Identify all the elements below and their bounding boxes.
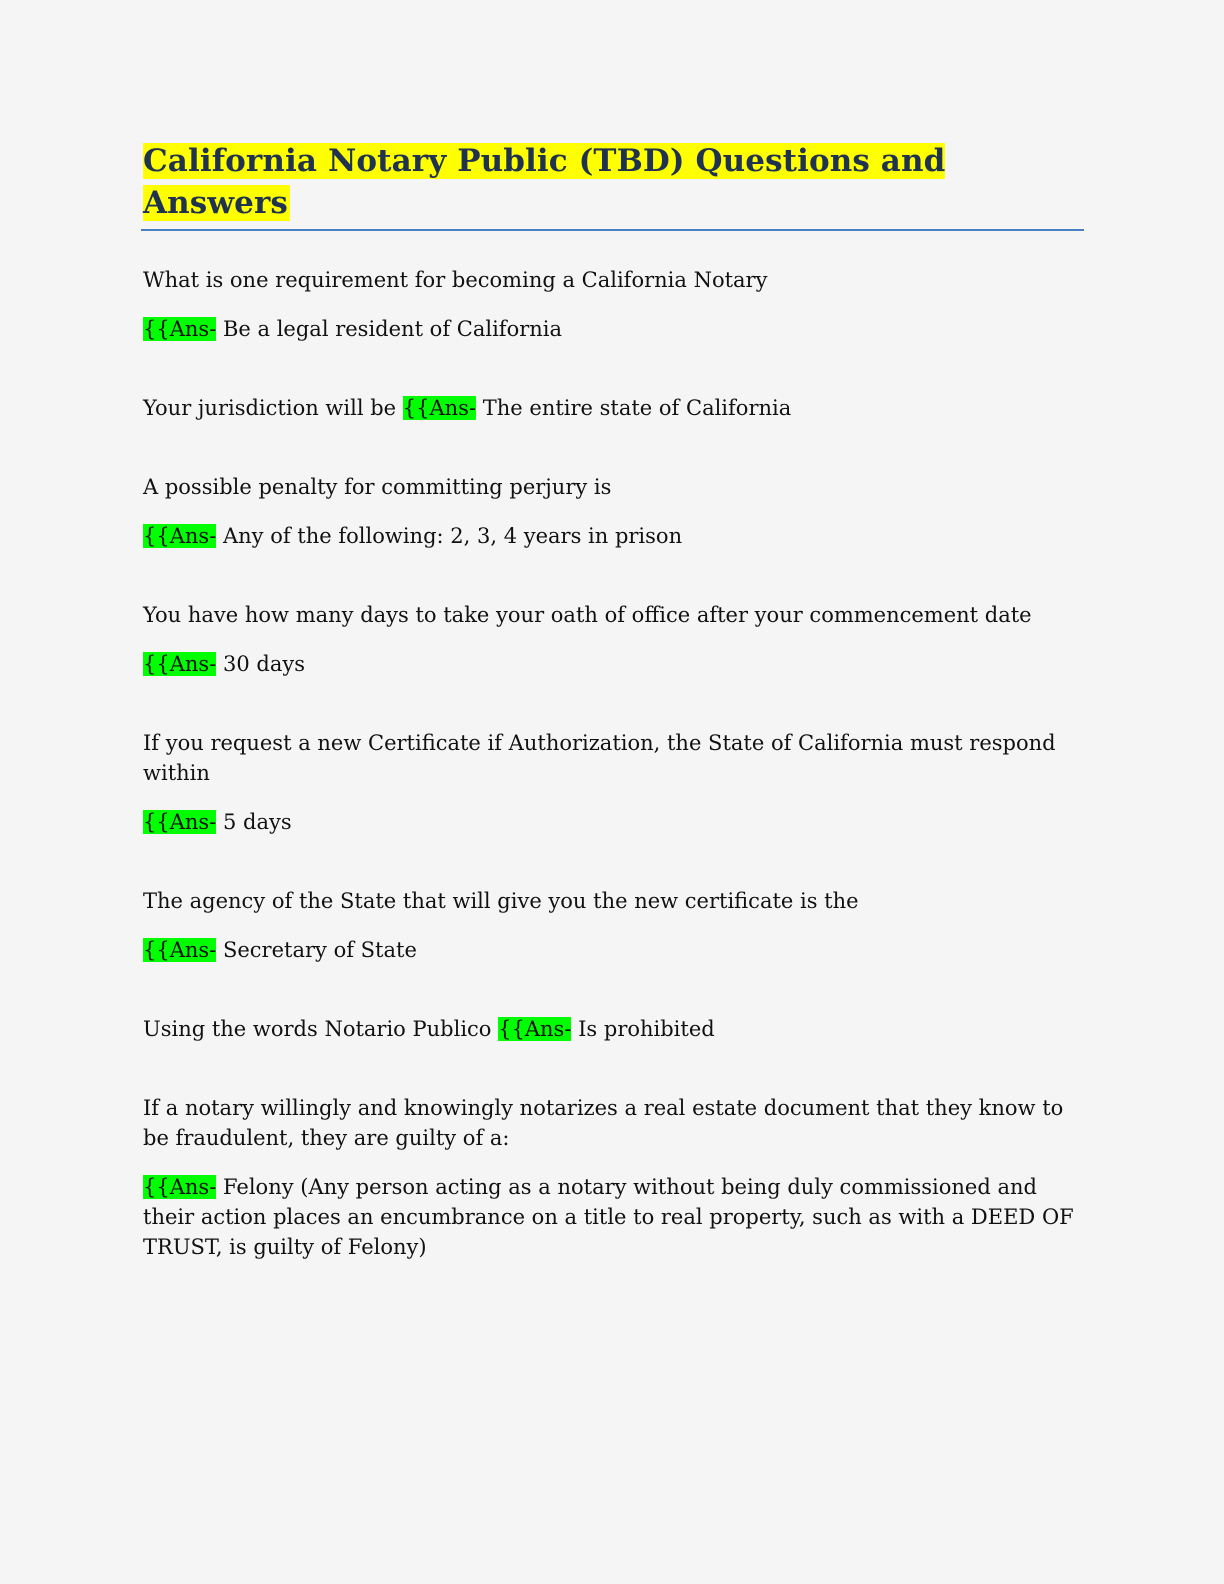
answer-marker: {{Ans- (498, 1017, 572, 1041)
answer-line (143, 1172, 1083, 1262)
answer-text: Any of the following: 2, 3, 4 years in prison (222, 524, 683, 548)
answer-text: Is prohibited (578, 1017, 715, 1041)
question-text: What is one requirement for becoming a California Notary (143, 268, 768, 292)
question-text: Using the words Notario Publico (143, 1017, 492, 1041)
answer-line (143, 807, 1083, 837)
answer-text: 30 days (222, 652, 305, 676)
answer-line (143, 649, 1083, 679)
question-text: A possible penalty for committing perjury is (143, 475, 612, 499)
answer-line (143, 521, 1083, 551)
document-page (143, 140, 1083, 1311)
answer-text: The entire state of California (482, 396, 792, 420)
question-text: You have how many days to take your oath of office after your commencement date (143, 603, 1032, 627)
answer-marker: {{Ans- (143, 810, 217, 834)
answer-line (143, 314, 1083, 344)
answer-marker: {{Ans- (143, 524, 217, 548)
answer-marker: {{Ans- (143, 652, 217, 676)
answer-marker: {{Ans- (402, 396, 477, 420)
answer-text: 5 days (222, 810, 292, 834)
qa-item (143, 1093, 1083, 1262)
answer-marker: {{Ans- (143, 317, 217, 341)
answer-text: Be a legal resident of California (222, 317, 563, 341)
qa-item (143, 728, 1083, 837)
qa-item (143, 600, 1083, 679)
title-block (141, 140, 1084, 231)
qa-item (143, 1014, 1083, 1044)
page-title: California Notary Public (TBD) Questions and Answers (143, 143, 946, 221)
qa-item (143, 265, 1083, 344)
question-text: If a notary willingly and knowingly notarizes a real estate document that they know to be fraudulent, they are guilty of a: (143, 1096, 1064, 1150)
answer-text: Felony (Any person acting as a notary without being duly commissioned and their action places an encumbrance on a title to real property, such as with a DEED OF TRUST, is guilty of Felony) (143, 1175, 1074, 1259)
answer-text: Secretary of State (222, 938, 417, 962)
question-text: Your jurisdiction will be (143, 396, 397, 420)
qa-item (143, 472, 1083, 551)
qa-list (143, 265, 1083, 1262)
question-answer-line (143, 1014, 1083, 1044)
answer-line (143, 935, 1083, 965)
qa-item (143, 886, 1083, 965)
question-text: The agency of the State that will give you the new certificate is the (143, 889, 859, 913)
question-text: If you request a new Certificate if Authorization, the State of California must respond within (143, 731, 1056, 785)
answer-marker: {{Ans- (143, 1175, 217, 1199)
question-answer-line (143, 393, 1083, 423)
answer-marker: {{Ans- (143, 938, 217, 962)
qa-item (143, 393, 1083, 423)
